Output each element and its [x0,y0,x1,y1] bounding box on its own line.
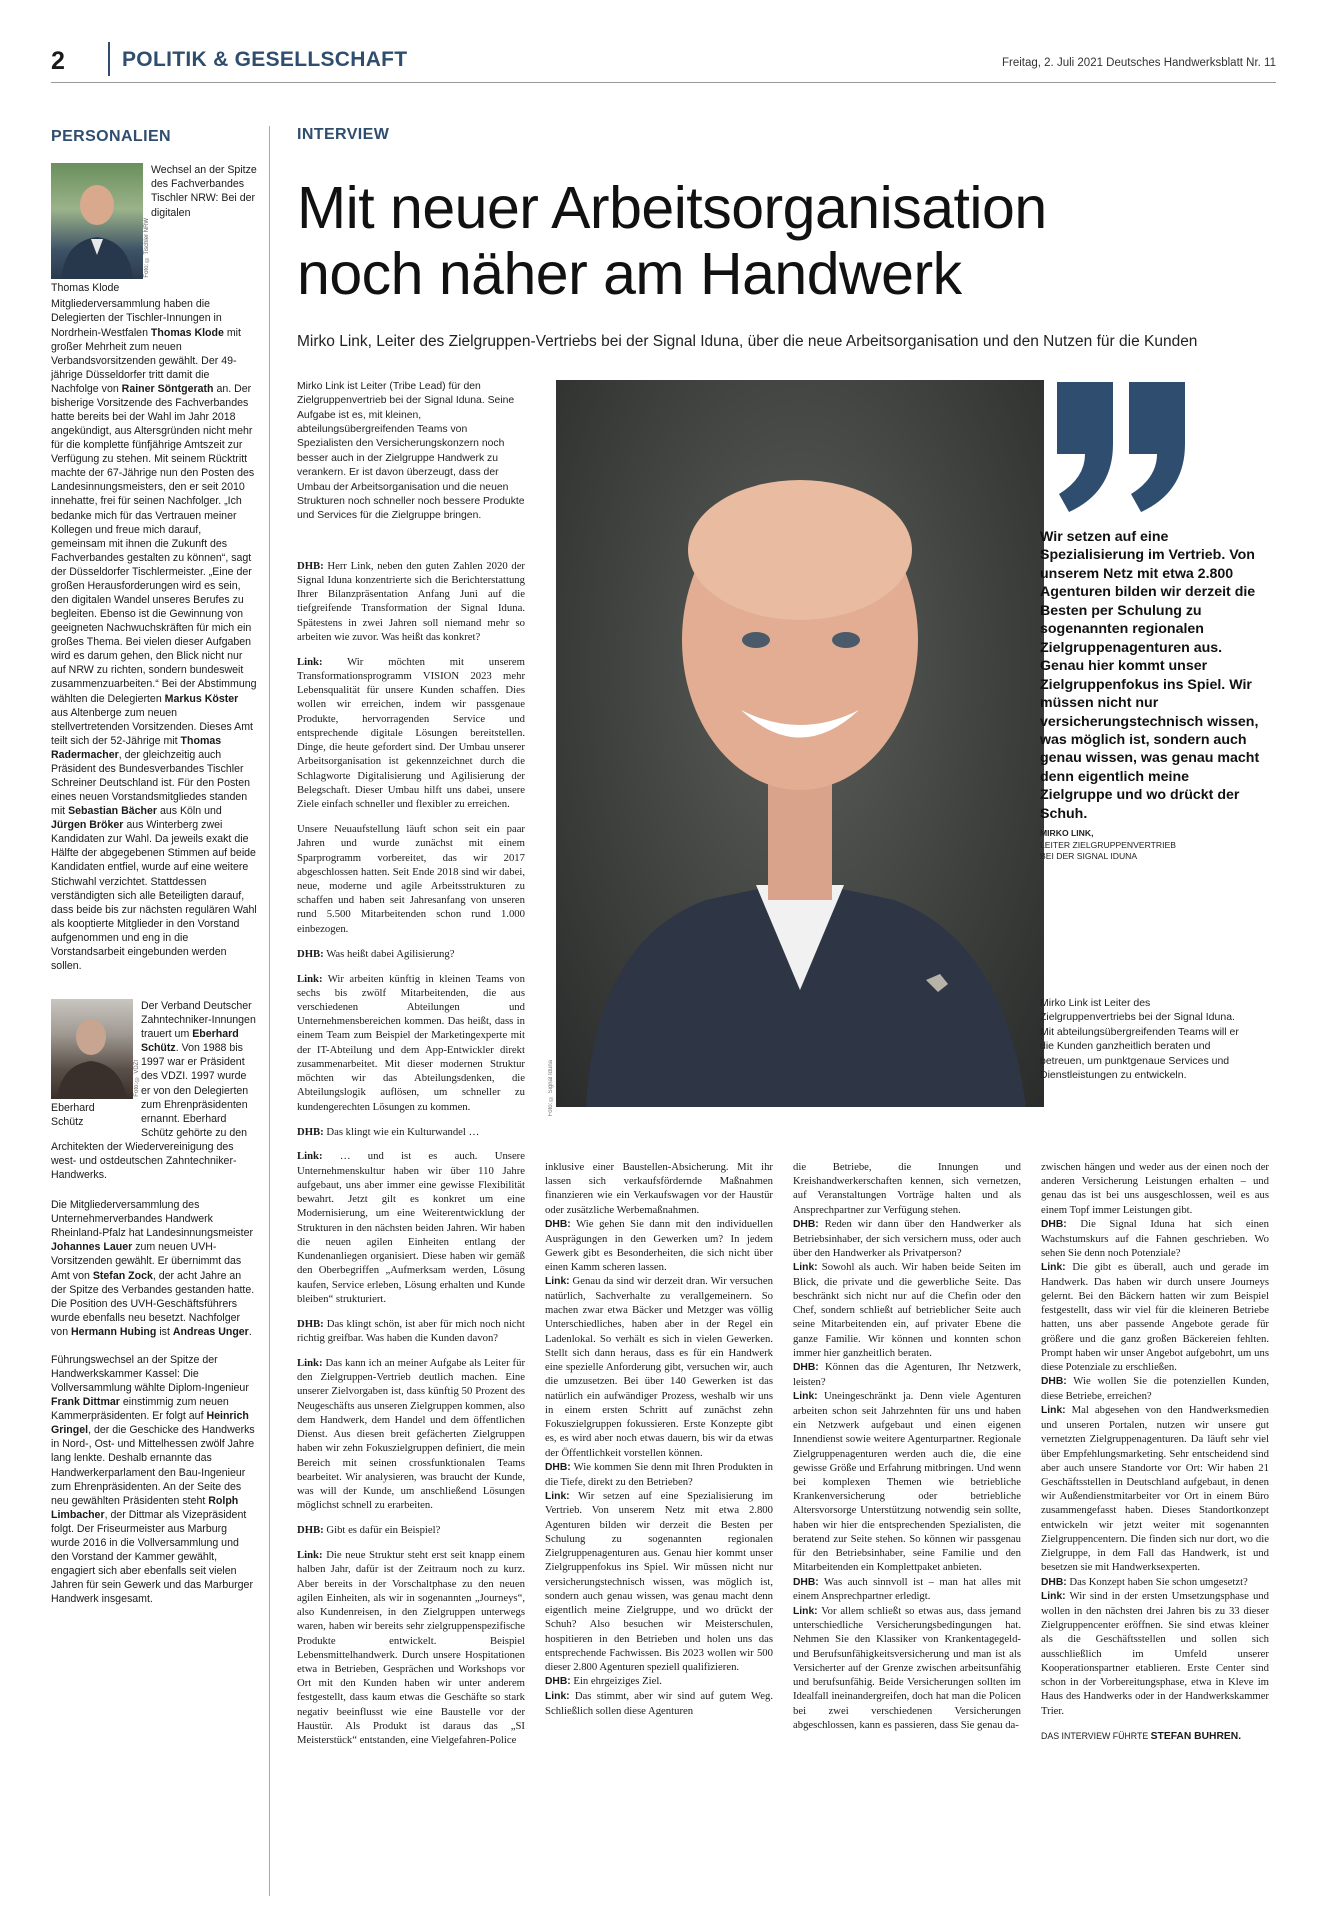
paragraph: Link: Die neue Struktur steht erst seit knapp einem halben Jahr, dafür ist der Zeitraum noch zu kurz. Aber bereits in der Vorschaltphase zu den neuen agilen Einheiten, als wir in sogenannten „Journeys“, also Kundenreisen, in den Zielgruppen unterwegs waren, haben wir bereits sehr zielgruppenspezifische Produkte entwickelt. Beispiel Lebensmittelhandwerk. Durch unsere Hospitationen etwa in Betrieben, Gesprächen und Workshops vor Ort mit den Kunden haben wir unter anderem festgestellt, dass kaum etwas die Geschäfte so stark negativ beeinflusst wie eine Baustelle vor der Haustür. Als Produkt ist daraus das „SI Meisterstück“ entstanden, eine Vielgefahren-Police [297,1549,525,1747]
bold-name: Heinrich Gringel [51,1410,249,1437]
paragraph: die Betriebe, die Innungen und Kreishandwerkerschaften kennen, sich vernetzen, auf Veranstaltungen Vorträge halten und als Ansprechpartner zur Verfügung stehen. [793,1161,1021,1216]
bold-name: Sebastian Bächer [68,805,157,818]
paragraph: DHB: Reden wir dann über den Handwerker als Betriebsinhaber, der sich versichern muss, oder auch über den Handwerker als Privatperson? [793,1217,1021,1259]
paragraph: DHB: Wie gehen Sie dann mit den individuellen Ausprägungen in den Gewerken um? In jedem Gewerk gibt es Besonderheiten, die sich nicht über einen Kamm scheren lassen. [545,1217,773,1274]
bold-name: Link: [1041,1591,1066,1603]
paragraph: Link: Das kann ich an meiner Aufgabe als Leiter für den Zielgruppen-Vertrieb deutlich machen. Eine unserer Zielvorgaben ist, dass künftig 50 Prozent des Neugeschäfts aus unseren Zielgruppen kommen, also dem Handwerk, dem Handel und dem öffentlichen Dienst. Aus diesen breit gefächerten Zielgruppen haben wir zehn Fokuszielgruppen definiert, die mein Bereich mit seinen crossfunktionalen Teams bearbeitet. Wir analysieren, was braucht der Kunde, was will der Kunde, um anschließend Lösungen möglichst schnell zu erarbeiten. [297,1356,525,1512]
photo-credit: Foto: © Tischler NRW [144,217,151,278]
bold-name: DHB: [545,1676,571,1688]
interview-column-1-top [297,548,525,1758]
quote-name: MIRKO LINK, [1040,828,1094,838]
pull-quote-attribution [1040,828,1265,863]
bold-name: Link: [1041,1262,1066,1274]
credit-name: STEFAN BUHREN. [1150,1730,1242,1742]
paragraph: DHB: Wie kommen Sie denn mit Ihren Produkten in die Tiefe, direkt zu den Betrieben? [545,1460,773,1488]
bold-name: DHB: [793,1218,819,1230]
interview-column-4-text [1041,1160,1269,1718]
bold-name: DHB: [297,947,324,960]
portrait-image [51,999,141,1099]
bold-name: DHB: [545,1218,571,1230]
photo-caption: Mirko Link ist Leiter des Zielgruppenvertriebs bei der Signal Iduna. Mit abteilungsübergreifenden Teams will er die Kunden ganzheitlich beraten und betreuen, um punktgenaue Services und Dienstleistungen zu entwickeln. [1040,997,1239,1082]
subheadline: Mirko Link, Leiter des Zielgruppen-Vertriebs bei der Signal Iduna, über die neue Arbeitsorganisation und den Nutzen für die Kunden [297,333,1198,350]
paragraph: DHB: Gibt es dafür ein Beispiel? [297,1524,441,1537]
headline-line-2: noch näher am Handwerk [297,241,962,307]
bold-name: Andreas Unger [172,1325,249,1338]
bold-name: DHB: [793,1576,819,1588]
personalien-item [51,1353,258,1606]
paragraph: Link: Das stimmt, aber wir sind auf gutem Weg. Schließlich sollen diese Agenturen [545,1689,773,1717]
quote-role-2: BEI DER SIGNAL IDUNA [1040,851,1138,862]
paragraph: DHB: Ein ehrgeiziges Ziel. [545,1675,662,1688]
page-number: 2 [51,47,65,75]
personalien-kicker: PERSONALIEN [51,128,171,145]
paragraph: DHB: Das Konzept haben Sie schon umgesetzt? [1041,1575,1248,1588]
headline [297,175,1277,307]
bold-name: Frank Dittmar [51,1396,120,1409]
quote-role-1: LEITER ZIELGRUPPENVERTRIEB [1040,839,1176,850]
person-icon [556,380,1044,1107]
bold-name: Link: [545,1276,570,1288]
paragraph: DHB: Wie wollen Sie die potenziellen Kunden, diese Betriebe, erreichen? [1041,1375,1269,1403]
paragraph: Link: Wir arbeiten künftig in kleinen Teams von sechs bis zwölf Mitarbeitenden, die aus verschiedenen Abteilungen und Unternehmensbereichen kommen. Das heißt, dass in einem Team zum Beispiel der Marketingexperte mit der IT-Abteilung und dem App-Entwickler direkt zusammenarbeitet. Mit dieser modernen Struktur möchten wir das Abteilungsdenken, die Abteilungslogik auflösen, um schneller zu kundengerechten Lösungen zu kommen. [297,972,525,1113]
bold-name: DHB: [1041,1576,1067,1588]
photo-caption: Thomas Klode [51,282,120,295]
bold-name: Link: [297,655,323,668]
paragraph: inklusive einer Baustellen-Absicherung. Mit ihr lassen sich verkaufsfördernde Maßnahmen finanzieren wie ein Verkaufswagen vor der Haustür oder zusätzliche Werbemaßnahmen. [545,1161,773,1216]
personalien-text: Führungswechsel an der Spitze der Handwerkskammer Kassel: Die Vollversammlung wählte Diplom-Ingenieur Frank Dittmar einstimmig zum neuen Kammerpräsidenten. Er folgt auf Heinrich Gringel, der die Geschicke des Handwerks in Nord-, Ost- und Mittelhessen zwölf Jahre lang lenkte. Deshalb ernannte das Handwerkerparlament den Bau-Ingenieur zum Ehrenpräsidenten. An der Seite des neu gewählten Präsidenten steht Rolph Limbacher, der Dittmar als Vizepräsident folgt. Der Friseurmeister aus Marburg wurde 2016 in die Vollversammlung und den Vorstand der Kammer gewählt, engagiert sich aber ebenfalls seit vielen Jahren für sein Gewerk und das Marburger Handwerk insgesamt. [51,1353,255,1606]
bold-name: Thomas Klode [150,326,224,339]
bold-name: Link: [297,1549,323,1562]
photo-credit: Foto: © VDZI [134,1060,141,1098]
bold-name: DHB: [297,1317,324,1330]
section-title: POLITIK & GESELLSCHAFT [122,48,408,71]
bold-name: DHB: [297,1125,324,1138]
bold-name: Link: [793,1262,818,1274]
bold-name: Johannes Lauer [51,1241,133,1254]
bold-name: DHB: [297,559,324,572]
headline-line-1: Mit neuer Arbeitsorganisation [297,175,1047,241]
paragraph: DHB: Können das die Agenturen, Ihr Netzwerk, leisten? [793,1361,1021,1388]
portrait-image [51,163,151,279]
paragraph: Link: Sowohl als auch. Wir haben beide Seiten im Blick, die private und die gewerbliche Seite. Das beschränkt sich nicht nur auf die Chefin oder den Chef, sondern schließt auf betrieblicher Seite auch seine Mitarbeitenden ein, auf privater Ebene die ganze Familie. Wir können und konnten schon immer hier ganzheitlich beraten. [793,1261,1021,1359]
header-rule [51,82,1276,83]
paragraph: Link: Mal abgesehen von den Handwerksmedien und unseren Portalen, nutzen wir unsere gut vernetzten Zielgruppenagenturen. Da läuft sehr viel über Empfehlungsmarketing. Sehr entscheidend sind aber auch unsere Standorte vor Ort: Wir haben 21 Geschäftsstellen in Deutschland aufgebaut, in denen wir Außendienstmitarbeiter vor Ort in einem Büro zusammengefasst haben. Dieses Standortkonzept entwickeln wir jetzt weiter mit sogenannten Zielgruppencentern. Die finden sich nur dort, wo die Zielgruppe, in dem Fall das Handwerk, ist und besetzen sie mit Handwerksexperten. [1041,1404,1269,1574]
column-rule [269,126,270,1896]
bold-name: DHB: [545,1461,571,1473]
paragraph: Link: Wir sind in der ersten Umsetzungsphase und wollen in den nächsten drei Jahren bis zu 33 dieser Zielgruppencenter eröffnen. Sie sind etwas kleiner als die Geschäftsstellen und sollen sich ausschließlich im Umfeld unserer Kooperationspartner etablieren. Erste Center sind schon in der Vorbereitungsphase, etwa in Kleve im Haus des Handwerks oder in der Handwerkskammer Trier. [1041,1590,1269,1717]
bold-name: Link: [545,1690,570,1702]
interview-kicker: INTERVIEW [297,126,390,143]
paragraph: zwischen hängen und weder aus der einen noch der anderen Versicherung Leistungen erhalten – und genau das ist bei uns ausgeschlossen, weil es aus einem Topf immer Leistungen gibt. [1041,1161,1269,1216]
personalien-text: Der Verband Deutscher Zahntechniker-Innungen trauert um Eberhard Schütz. Von 1988 bis 1997 war er Präsident des VDZI. 1997 wurde er von den Delegierten zum Ehrenpräsidenten ernannt. Eberhard Schütz gehörte zu den Architekten der Wiedervereinigung des west- und ostdeutschen Zahntechniker-Handwerks. [51,1000,256,1182]
personalien-text: Wechsel an der Spitze des Fachverbandes Tischler NRW: Bei der digitalen Mitgliederversammlung haben die Delegierten der Tischler-Innungen in Nordrhein-Westfalen Thomas Klode mit großer Mehrheit zum neuen Verbandsvorsitzenden gewählt. Der 49-jährige Düsseldorfer tritt damit die Nachfolge von Rainer Söntgerath an. Der bisherige Vorsitzende des Fachverbandes hatte bereits bei der Wahl im Jahr 2018 angekündigt, aus Altersgründen nicht mehr für die komplette fünfjährige Amtszeit zur Verfügung zu stehen. Mit seinem Rücktritt machte der 67-Jährige nun den Posten des Landesinnungsmeisters, den er seit 2010 innehatte, frei für seinen Nachfolger. „Ich bedanke mich für das Vertrauen meiner Kollegen und freue mich darauf, gemeinsam mit ihnen die Zukunft des Fachverbandes gestalten zu können“, sagt der Düsseldorfer Tischlermeister. „Eine der großen Herausforderungen wird es sein, den digitalen Wandel unseres Berufes zu begleiten. Ebenso ist die Gewinnung von geeigneten Nachwuchskräften für mich ein großes Thema. Bei vielen dieser Aufgaben wird es darum gehen, den Blick nicht nur auf NRW zu richten, sondern bundesweit zusammenzuarbeiten.“ Bei der Abstimmung wählten die Delegierten Markus Köster aus Altenberge zum neuen stellvertretenden Vorsitzenden. Dieses Amt teilt sich der 52-Jährige mit Thomas Radermacher, der gleichzeitig auch Präsident des Bundesverbandes Tischler Schreiner Deutschland ist. Für den Posten eines neuen Vorstandsmitgliedes standen mit Sebastian Bächer aus Köln und Jürgen Bröker aus Winterberg zwei Kandidaten zur Wahl. Da jeweils exakt die Hälfte der abgegebenen Stimmen auf beide Kandidaten entfiel, wurde auf eine weitere Stichwahl verzichtet. Stattdessen verständigten sich alle Beteiligten darauf, dass beide bis zur nächsten regulären Wahl als kooptierte Mitglieder in den Vorstand aufgenommen und eng in die Vorstandsarbeit eingebunden werden sollen. [51,164,257,973]
photo-credit: Foto: © Signal Iduna [548,1060,554,1117]
paragraph: DHB: Was heißt dabei Agilisierung? [297,947,455,960]
paragraph: Link: Uneingeschränkt ja. Denn viele Agenturen arbeiten schon seit Jahrzehnten für uns und haben ein Netzwerk aufgebaut und einen eigenen Innendienst sowie weitere Agenturpartner. Regionale Zielgruppenagenturen werden auch die, die eine gewisse Größe und Erfahrung mitbringen. Und wenn bei komplexen Themen wie betriebliche Krankenversicherung oder betriebliche Altersvorsorge Unterstützung notwendig sein sollte, haben wir hier die entsprechenden Spezialisten, die beratend zur Seite stehen. So können wir passgenau für den Betriebsinhaber, seine Familie und den Mitarbeitenden ein Komplettpaket anbieten. [793,1390,1021,1574]
paragraph: DHB: Das klingt schön, ist aber für mich noch nicht richtig greifbar. Was haben die Kunden davon? [297,1317,525,1344]
bold-name: Link: [1041,1405,1066,1417]
paragraph: Link: … und ist es auch. Unsere Unternehmenskultur haben wir über 110 Jahre aufgebaut, uns aber immer eine gewisse Flexibilität bewahrt. Jetzt gilt es konkret um eine Modernisierung, um eine Weiterentwicklung der Strukturen in den nächsten beiden Jahren. Wir haben die neuen agilen Einheiten entlang der Kundenanliegen organisiert. Diese haben wir gemäß den Oberbegriffen „Aufmerksam werden, Lösung kaufen, Service erleben, Lösung erhalten und Kunde bleiben“ strukturiert. [297,1150,525,1305]
bold-name: Rainer Söntgerath [121,382,214,395]
header-separator [108,42,110,76]
paragraph: DHB: Herr Link, neben den guten Zahlen 2020 der Signal Iduna konzentrierte sich die Berichterstattung Ihrer Bilanzpräsentation Anfang Juni auf die tiefgreifende Transformation der Signal Iduna. Spätestens in zwei Jahren soll niemand mehr so arbeiten wie zuvor. Was heißt das konkret? [297,559,525,643]
personalien-item [51,1198,258,1339]
bold-name: DHB: [1041,1218,1067,1230]
portrait-eberhard-schuetz [51,999,141,1129]
paragraph: Link: Genau da sind wir derzeit dran. Wir versuchen natürlich, Sachverhalte zu verallgemeinern. So machen zwar etwa Bäcker und Metzger was völlig Unterschiedliches, haben aber in der Regel ein Ladenlokal. So verhält es sich in vielen Gewerken. Stellt sich dann heraus, dass es für ein Handwerk eine spezielle Anforderung gibt, versuchen wir, auch die umzusetzen. Bei über 140 Gewerken ist das natürlich ein aufwändiger Prozess, weshalb wir uns in einem ersten Schritt auf zunächst zehn Fokuszielgruppen fokussieren. Erste Konzepte gibt es, es wird aber noch etwas dauern, bis wir da etwas der Öffentlichkeit vorstellen können. [545,1275,773,1459]
bold-name: Link: [297,1356,323,1369]
paragraph: DHB: Die Signal Iduna hat sich einen Wachstumskurs auf die Fahnen geschrieben. Wo sehen Sie denn noch Potenziale? [1041,1217,1269,1259]
paragraph: Link: Wir setzen auf eine Spezialisierung im Vertrieb. Von unserem Netz mit etwa 2.800 Agenturen bilden wir derzeit die Besten per Schulung zu sogenannten regionalen Zielgruppenagenturen aus. Genau hier kommt unser Zielgruppenfokus ins Spiel. Wir müssen nicht nur versicherungstechnisch wissen, was möglich ist, sondern auch genau wissen, was genau macht denn eigentlich meine Zielgruppe, und wo drückt der Schuh? Also besuchen wir Meisterschulen, hospitieren in den Betrieben und holen uns das entsprechende Fachwissen. Bis 2023 wollen wir 500 dieser 2.800 Agenturen speziell qualifizieren. [545,1489,773,1674]
intro-text: Mirko Link ist Leiter (Tribe Lead) für den Zielgruppenvertrieb bei der Signal Iduna. Seine Aufgabe ist es, mit kleinen, abteilungsübergreifenden Teams von Spezialisten den Versicherungskonzern noch besser auch in der Zielgruppe Handwerk zu verankern. Er ist davon überzeugt, dass der Umbau der Arbeitsorganisation und die neuen Strukturen noch schneller noch bessere Produkte und Services für die Zielgruppe bringen. [297,381,525,522]
bold-name: DHB: [297,1524,324,1537]
paragraph: Unsere Neuaufstellung läuft schon seit ein paar Jahren und wurde zunächst mit einem Sparprogramm vorbereitet, das wir 2017 abgeschlossen hatten. Seit Ende 2018 sind wir dabei, neue, moderne und agile Arbeitsstrukturen zu schaffen und haben seit Jahresanfang von unseren rund 5.500 Mitarbeitenden schon rund 1.000 einbezogen. [297,823,525,935]
bold-name: Link: [297,1150,323,1163]
bold-name: Link: [545,1490,570,1502]
interview-column-2 [545,1160,773,1718]
bold-name: Eberhard Schütz [141,1028,239,1055]
bold-name: Stefan Zock [92,1269,153,1282]
personalien-item [51,163,258,973]
person-icon [51,999,133,1099]
paragraph: Link: Vor allem schließt so etwas aus, dass jemand unterschiedliche Versicherungsbedingungen hat. Nehmen Sie den Klassiker von Krankentagegeld- und Berufsunfähigkeitsversicherung und man ist als Versicherter auf der Grenze zwischen arbeitsunfähig und berufsunfähig. Beide Versicherungen sollten im Idealfall ineinandergreifen, doch hat man die Policen bei zwei verschiedenen Versicherungen abgeschlossen, kann es passieren, dass Sie genau da- [793,1604,1021,1731]
bold-name: Link: [793,1391,818,1403]
bold-name: Jürgen Bröker [51,819,124,832]
person-icon [51,163,143,279]
bold-name: DHB: [1041,1376,1067,1388]
personalien-column [51,126,258,1620]
credit-prefix: DAS INTERVIEW FÜHRTE [1041,1730,1149,1741]
bold-name: Link: [297,972,323,985]
paragraph: DHB: Das klingt wie ein Kulturwandel … [297,1125,480,1138]
closing-quote-icon [1055,382,1190,522]
photo-caption: Eberhard Schütz [51,1102,95,1129]
paragraph: Link: Wir möchten mit unserem Transformationsprogramm VISION 2023 mehr Lebensqualität für unsere Kunden schaffen. Dies wollen wir erreichen, indem wir passgenaue Produkte, hervorragenden Service und entsprechende digitale Lösungen bereitstellen. Dinge, die heute gefordert sind. Der Umbau unserer Arbeitsorganisation ist gekennzeichnet durch die Schlagworte Digitalisierung und Agilisierung der Belegschaft. Dieser Umbau hilft uns dabei, unsere Ziele einfach schneller und flexibler zu erreichen. [297,655,525,811]
portrait-thomas-klode [51,163,151,295]
bold-name: Thomas Radermacher [51,734,222,761]
paragraph: DHB: Was auch sinnvoll ist – man hat alles mit einem Ansprechpartner erledigt. [793,1575,1021,1603]
interview-column-3 [793,1160,1021,1732]
interview-column-4 [1041,1160,1269,1744]
paragraph: Link: Die gibt es überall, auch und gerade im Handwerk. Das haben wir durch unsere Journeys gelernt. Bei den Bäckern hatten wir zum Beispiel festgestellt, dass wir viel für die kleineren Betriebe hatten, uns aber passende Angebote gerade für größere und die ganz großen Bäckereien fehlten. Prompt haben wir unser Angebot aufgebohrt, um uns diese Potenziale zu erschließen. [1041,1261,1269,1374]
bold-name: DHB: [793,1362,819,1374]
bold-name: Link: [793,1605,818,1617]
portrait-mirko-link [556,380,1044,1107]
bold-name: Hermann Hubing [71,1325,157,1338]
pull-quote: Wir setzen auf eine Spezialisierung im Vertrieb. Von unserem Netz mit etwa 2.800 Agenturen bilden wir derzeit die Besten per Schulung zu sogenannten regionalen Zielgruppenagenturen aus. Genau hier kommt unser Zielgruppenfokus ins Spiel. Wir müssen nicht nur versicherungstechnisch wissen, was möglich ist, sondern auch genau wissen, was genau macht denn eigentlich meine Zielgruppe und wo drückt der Schuh. [1040,529,1260,822]
interview-credit [1041,1730,1269,1744]
issue-info: Freitag, 2. Juli 2021 Deutsches Handwerksblatt Nr. 11 [1001,57,1276,69]
bold-name: Markus Köster [164,692,239,705]
bold-name: Rolph Limbacher [51,1494,239,1521]
personalien-text: Die Mitgliederversammlung des Unternehmerverbandes Handwerk Rheinland-Pfalz hat Landesinnungsmeister Johannes Lauer zum neuen UVH-Vorsitzenden gewählt. Er übernimmt das Amt von Stefan Zock, der acht Jahre an der Spitze des Verbandes gestanden hatte. Die Position des UVH-Geschäftsführers wurde ebenfalls neu besetzt. Nachfolger von Hermann Hubing ist Andreas Unger. [51,1199,255,1338]
personalien-item [51,999,258,1182]
